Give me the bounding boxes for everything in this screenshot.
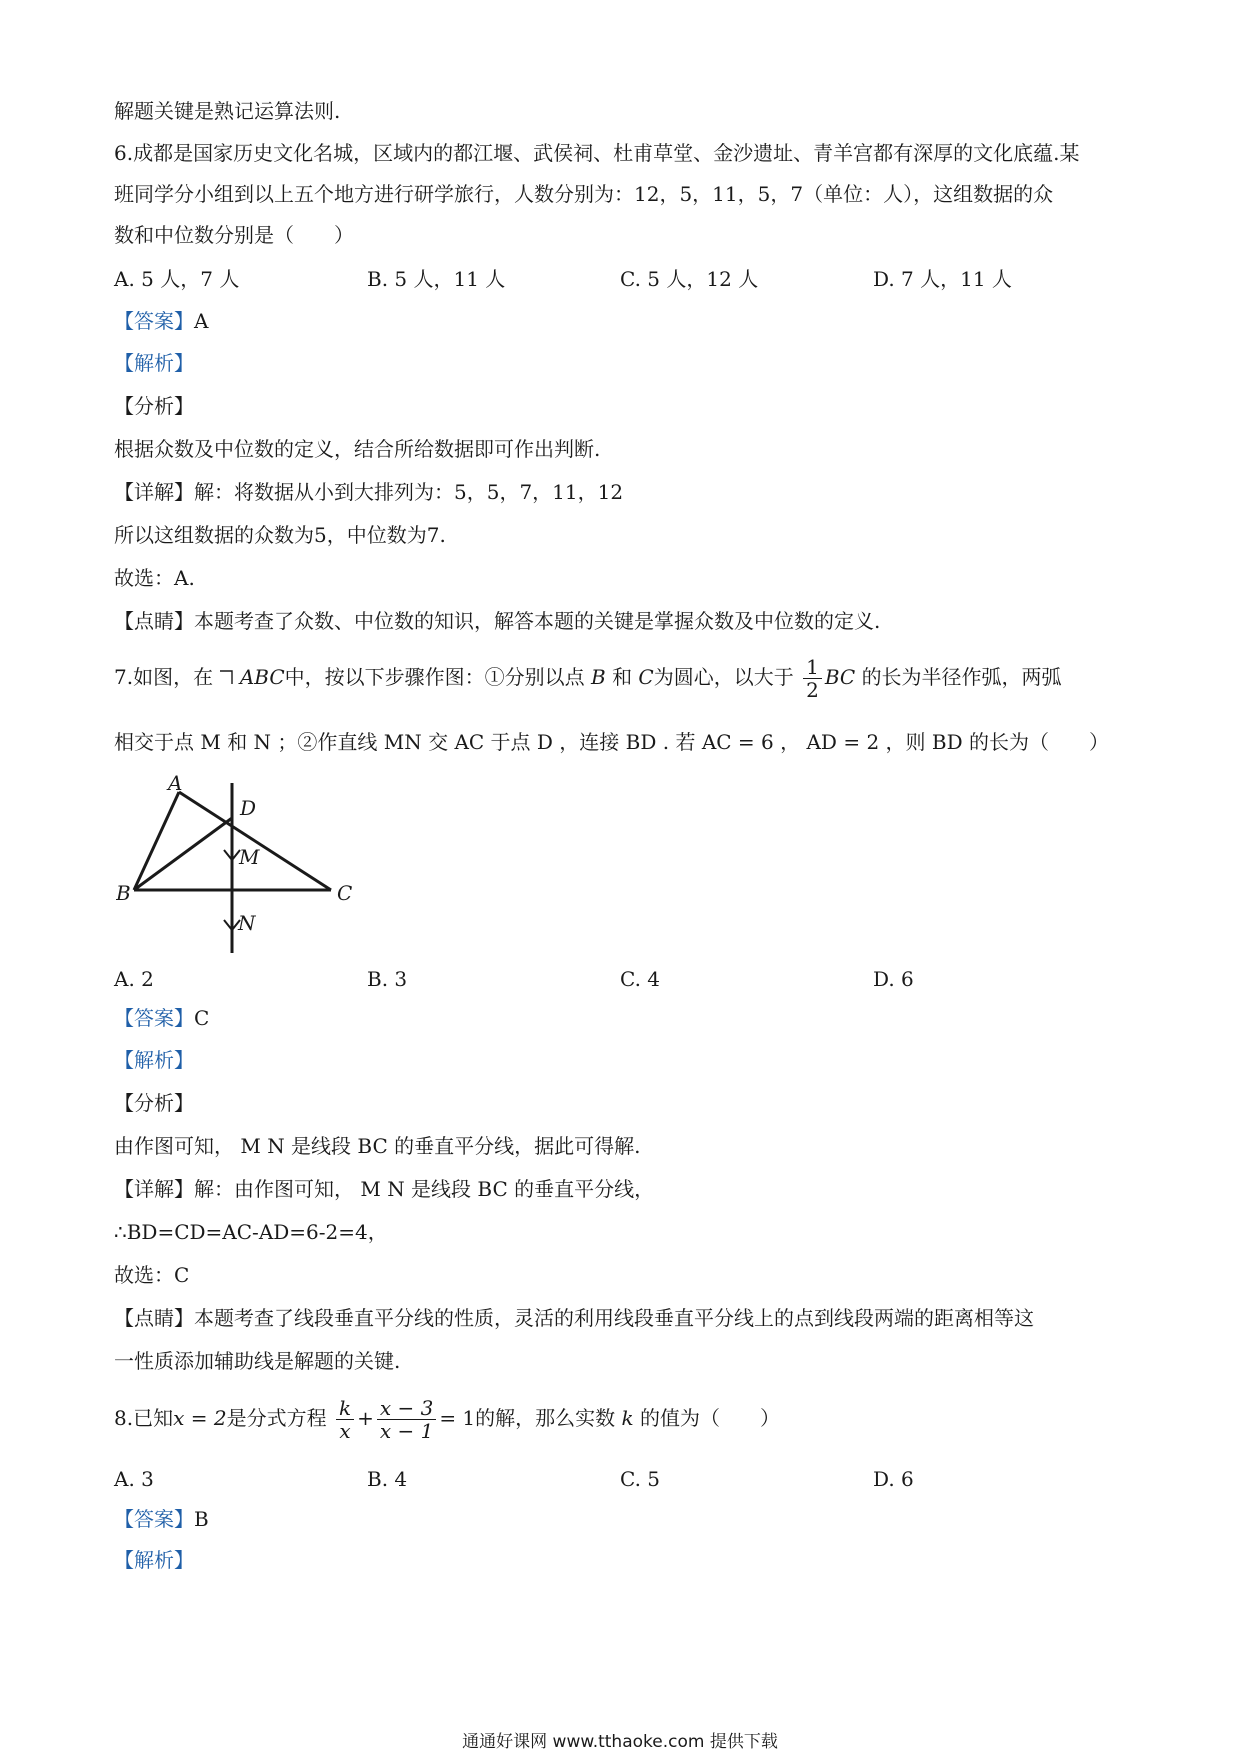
answer-tag: 【答案】 (114, 309, 194, 333)
q7-detail (114, 1176, 654, 1202)
detail-text: 解：将数据从小到大排列为：5，5，7，11，12 (194, 480, 624, 504)
q7-stem-line-2: 相交于点 M 和 N ；②作直线 MN 交 AC 于点 D ，连接 BD . 若 AC = 6 ， AD = 2 ，则 BD 的长为（ ） (114, 730, 1109, 754)
figure-label-c: C (337, 881, 353, 905)
detail-text: 解：由作图可知， M N 是线段 BC 的垂直平分线， (194, 1177, 655, 1201)
q7-choose: 故选：C (114, 1263, 190, 1287)
dianjing-tag: 【点睛】 (114, 609, 194, 633)
q7-fenxi (114, 1090, 194, 1116)
q6-answer (114, 308, 208, 334)
q8-option-b: B. 4 (367, 1467, 408, 1491)
dianjing-tag: 【点睛】 (114, 1306, 194, 1330)
q6-option-c: C. 5 人，12 人 (620, 267, 759, 291)
equals-one: = 1 (439, 1406, 476, 1430)
comment-text: 本题考查了线段垂直平分线的性质，灵活的利用线段垂直平分线上的点到线段两端的距离相等这 (194, 1306, 1034, 1330)
fraction-x-minus-3-over-x-minus-1: $\frac{x - 3}{x - 1}$ (377, 1397, 436, 1442)
q7-jiexi (114, 1047, 194, 1073)
answer-tag: 【答案】 (114, 1507, 194, 1531)
q7-option-d: D. 6 (873, 967, 914, 991)
q7-comment (114, 1305, 1034, 1331)
answer-tag: 【答案】 (114, 1006, 194, 1030)
q8-option-c: C. 5 (620, 1467, 661, 1491)
answer-value: B (194, 1507, 209, 1531)
q7-point-c: C (638, 665, 654, 689)
q8-condition: x = 2 (173, 1406, 227, 1430)
q7-text: 和 (612, 665, 633, 689)
q7-detail-2: ∴BD=CD=AC-AD=6-2=4， (114, 1220, 388, 1244)
q7-option-b: B. 3 (367, 967, 408, 991)
figure-label-n: N (238, 911, 256, 935)
fenxi-tag: 【分析】 (114, 1091, 194, 1115)
figure-label-a: A (168, 771, 183, 795)
xiangjie-tag: 【详解】 (114, 480, 194, 504)
q7-comment-2: 一性质添加辅助线是解题的关键. (114, 1349, 401, 1373)
q7-text: 的长为半径作弧，两弧 (861, 665, 1062, 689)
q6-option-a: A. 5 人，7 人 (114, 267, 240, 291)
q6-stem-line-2: 班同学分小组到以上五个地方进行研学旅行，人数分别为：12，5，11，5，7（单位：人），这组数据的众 (114, 182, 1054, 206)
q8-text: 8.已知 (114, 1406, 174, 1430)
page-footer: 通通好课网 www.tthaoke.com 提供下载 (462, 1732, 778, 1752)
q7-segment-bc: BC (824, 665, 856, 689)
q8-answer (114, 1506, 209, 1532)
q8-jiexi (114, 1547, 194, 1573)
fraction-one-half: $\frac{1}{2}$ (803, 656, 822, 701)
q7-option-c: C. 4 (620, 967, 661, 991)
q8-text: 是分式方程 (226, 1406, 327, 1430)
q6-detail (114, 479, 623, 505)
jiexi-tag: 【解析】 (114, 1048, 194, 1072)
q7-analysis: 由作图可知， M N 是线段 BC 的垂直平分线，据此可得解. (114, 1134, 641, 1158)
figure-label-b: B (116, 881, 131, 905)
plus-sign: + (357, 1406, 374, 1430)
segment-bd (134, 818, 232, 890)
triangle-icon (219, 665, 239, 689)
q8-variable-k: k (621, 1406, 634, 1430)
q7-point-b: B (591, 665, 606, 689)
q6-choose: 故选：A. (114, 566, 195, 590)
q8-option-d: D. 6 (873, 1467, 914, 1491)
q7-text: 为圆心，以大于 (653, 665, 794, 689)
figure-label-m: M (239, 845, 260, 869)
figure-label-d: D (240, 796, 257, 820)
jiexi-tag: 【解析】 (114, 1548, 194, 1572)
answer-value: A (194, 309, 209, 333)
q6-comment (114, 608, 880, 634)
comment-text: 本题考查了众数、中位数的知识，解答本题的关键是掌握众数及中位数的定义. (194, 609, 881, 633)
q8-text: 的解，那么实数 (475, 1406, 616, 1430)
q7-text: 中，按以下步骤作图：①分别以点 (284, 665, 585, 689)
q6-option-b: B. 5 人，11 人 (367, 267, 506, 291)
text-line: 解题关键是熟记运算法则. (114, 99, 341, 123)
q7-figure (116, 768, 366, 958)
answer-value: C (194, 1006, 210, 1030)
q7-triangle-name: ABC (239, 665, 285, 689)
q6-detail-2: 所以这组数据的众数为5，中位数为7. (114, 523, 446, 547)
q8-stem (114, 1393, 780, 1443)
fenxi-tag: 【分析】 (114, 394, 194, 418)
q6-analysis: 根据众数及中位数的定义，结合所给数据即可作出判断. (114, 437, 601, 461)
jiexi-tag: 【解析】 (114, 351, 194, 375)
q6-fenxi (114, 393, 194, 419)
q6-stem-line-3: 数和中位数分别是（ ） (114, 223, 354, 247)
q6-option-d: D. 7 人，11 人 (873, 267, 1012, 291)
fraction-k-over-x: $\frac{k}{x}$ (336, 1397, 354, 1442)
xiangjie-tag: 【详解】 (114, 1177, 194, 1201)
q6-stem-line-1: 6.成都是国家历史文化名城，区域内的都江堰、武侯祠、杜甫草堂、金沙遗址、青羊宫都有深厚的文化底蕴.某 (114, 141, 1080, 165)
q6-jiexi (114, 350, 194, 376)
q7-text: 7.如图，在 (114, 665, 214, 689)
q8-text: 的值为（ ） (640, 1406, 780, 1430)
q8-option-a: A. 3 (114, 1467, 154, 1491)
q7-answer (114, 1005, 209, 1031)
q7-stem-line-1 (114, 653, 1062, 701)
q7-option-a: A. 2 (114, 967, 154, 991)
